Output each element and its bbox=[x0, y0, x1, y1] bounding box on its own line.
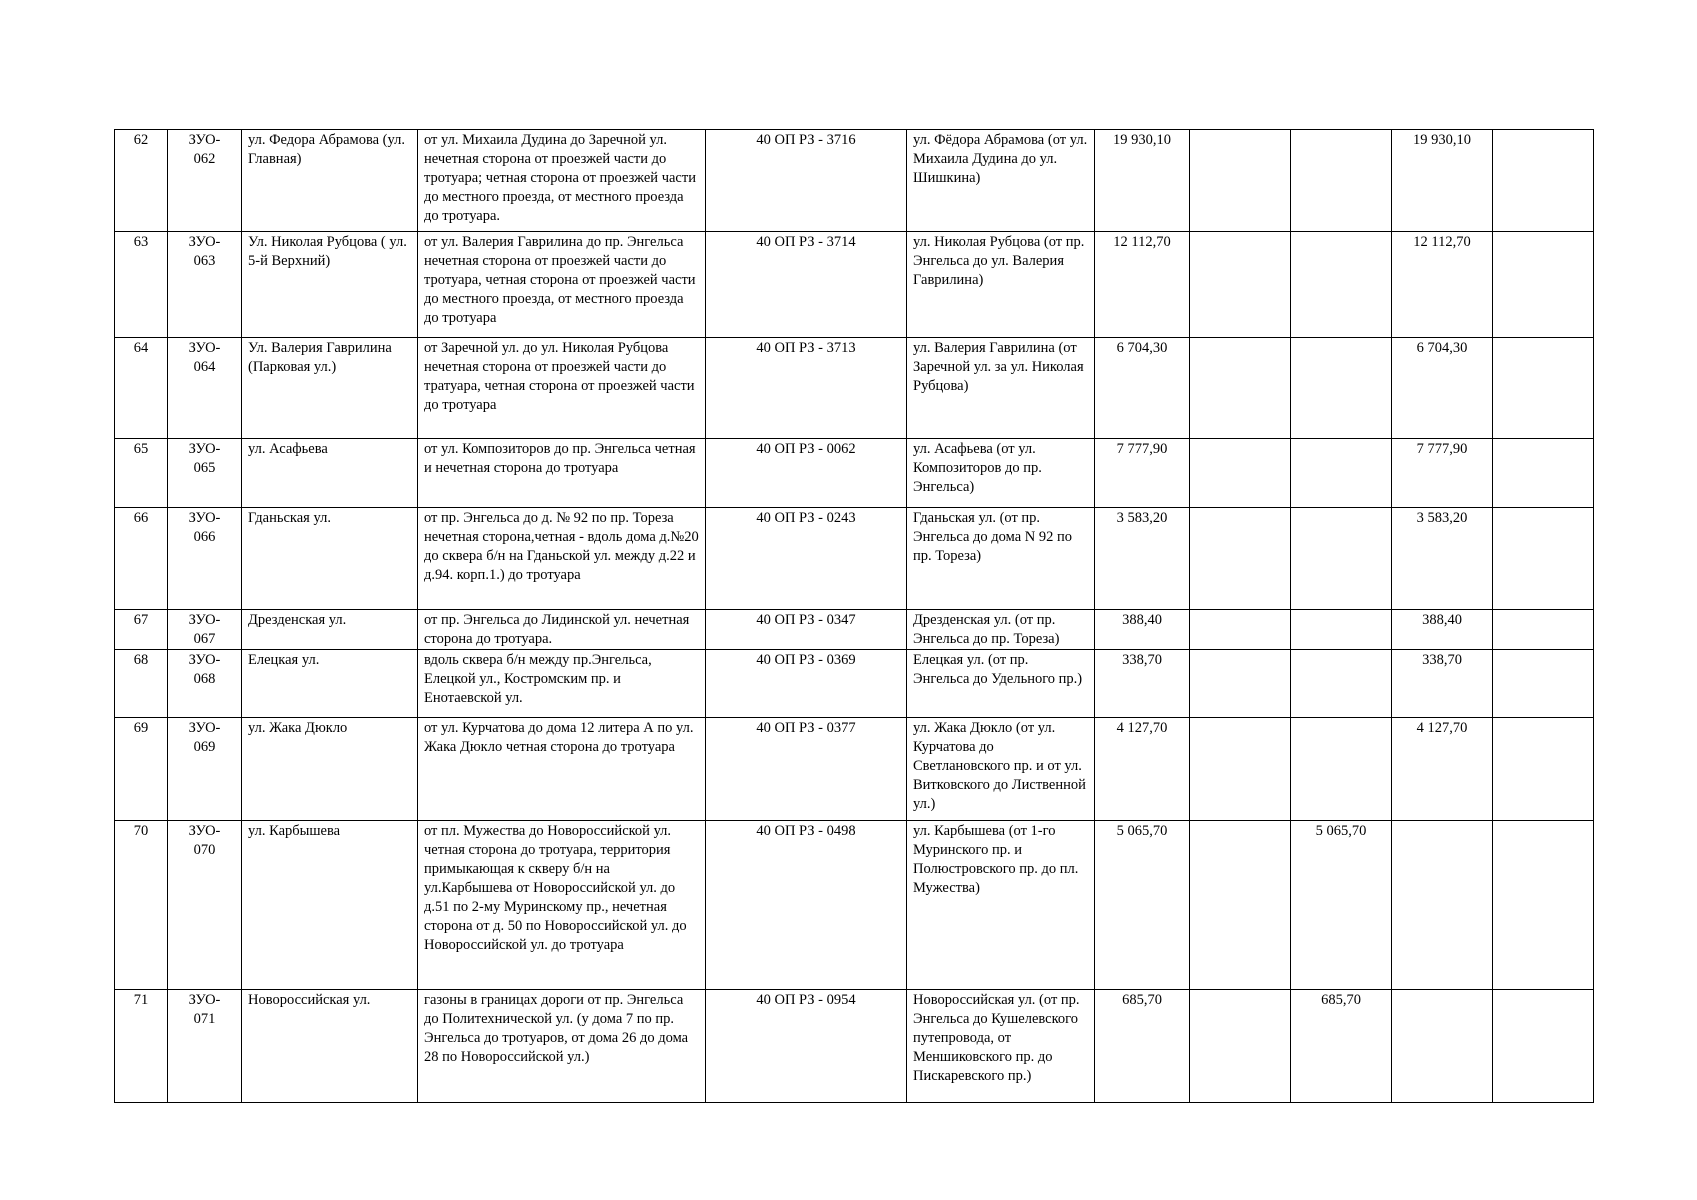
area-column-9-cell: 5 065,70 bbox=[1291, 821, 1392, 990]
total-area-cell: 685,70 bbox=[1095, 990, 1190, 1103]
area-column-9-cell bbox=[1291, 650, 1392, 718]
object-code-part: ЗУО- bbox=[188, 992, 221, 1008]
object-code-cell bbox=[168, 232, 242, 338]
object-code-part: ЗУО- bbox=[188, 234, 221, 250]
area-column-8-cell bbox=[1190, 821, 1291, 990]
object-code-part: 070 bbox=[193, 842, 216, 858]
area-column-11-cell bbox=[1493, 821, 1594, 990]
boundary-description-cell: от пр. Энгельса до д. № 92 по пр. Тореза нечетная сторона,четная - вдоль дома д.№20 до сквера б/н на Гданьской ул. между д.22 и д.94. корп.1.) до тротуара bbox=[418, 508, 706, 610]
object-code-cell bbox=[168, 508, 242, 610]
area-column-9-cell bbox=[1291, 508, 1392, 610]
object-code-part: 066 bbox=[193, 529, 216, 545]
object-code-part: 063 bbox=[193, 253, 216, 269]
object-code-cell bbox=[168, 439, 242, 508]
total-area-cell: 7 777,90 bbox=[1095, 439, 1190, 508]
object-code-cell bbox=[168, 990, 242, 1103]
total-area-cell: 12 112,70 bbox=[1095, 232, 1190, 338]
object-code-part: ЗУО- bbox=[188, 612, 221, 628]
boundary-description-cell: от пр. Энгельса до Лидинской ул. нечетная сторона до тротуара. bbox=[418, 610, 706, 650]
row-number-cell: 66 bbox=[115, 508, 168, 610]
object-code-part: 068 bbox=[193, 671, 216, 687]
boundary-description-cell: от ул. Курчатова до дома 12 литера А по ул. Жака Дюкло четная сторона до тротуара bbox=[418, 718, 706, 821]
road-name-cell: Гданьская ул. (от пр. Энгельса до дома N 92 по пр. Тореза) bbox=[907, 508, 1095, 610]
total-area-cell: 6 704,30 bbox=[1095, 338, 1190, 439]
row-number-cell: 63 bbox=[115, 232, 168, 338]
area-column-11-cell bbox=[1493, 508, 1594, 610]
total-area-cell: 3 583,20 bbox=[1095, 508, 1190, 610]
road-name-cell: Елецкая ул. (от пр. Энгельса до Удельного пр.) bbox=[907, 650, 1095, 718]
total-area-cell: 4 127,70 bbox=[1095, 718, 1190, 821]
area-column-11-cell bbox=[1493, 718, 1594, 821]
area-column-10-cell: 4 127,70 bbox=[1392, 718, 1493, 821]
street-name-cell: Гданьская ул. bbox=[242, 508, 418, 610]
area-column-9-cell: 685,70 bbox=[1291, 990, 1392, 1103]
boundary-description-cell: вдоль сквера б/н между пр.Энгельса, Елецкой ул., Костромским пр. и Енотаевской ул. bbox=[418, 650, 706, 718]
boundary-description-cell: от пл. Мужества до Новороссийской ул. четная сторона до тротуара, территория примыкающая к скверу б/н на ул.Карбышева от Новороссийской ул. до д.51 по 2-му Муринскому пр., нечетная сторона от д. 50 по Новороссийской ул. до Новороссийской ул. до тротуара bbox=[418, 821, 706, 990]
area-column-10-cell bbox=[1392, 821, 1493, 990]
area-column-11-cell bbox=[1493, 232, 1594, 338]
area-column-8-cell bbox=[1190, 338, 1291, 439]
boundary-description-cell: от ул. Михаила Дудина до Заречной ул. нечетная сторона от проезжей части до тротуара; четная сторона от проезжей части до местного проезда, от местного проезда до тротуара. bbox=[418, 130, 706, 232]
area-column-11-cell bbox=[1493, 338, 1594, 439]
street-name-cell: Ул. Валерия Гаврилина (Парковая ул.) bbox=[242, 338, 418, 439]
road-registration-number-cell: 40 ОП РЗ - 3714 bbox=[706, 232, 907, 338]
object-code-part: ЗУО- bbox=[188, 510, 221, 526]
table-row bbox=[115, 338, 1594, 439]
boundary-description-cell: от Заречной ул. до ул. Николая Рубцова нечетная сторона от проезжей части до тратуара, четная сторона от проезжей части до тротуара bbox=[418, 338, 706, 439]
area-column-11-cell bbox=[1493, 130, 1594, 232]
area-column-8-cell bbox=[1190, 439, 1291, 508]
area-column-8-cell bbox=[1190, 718, 1291, 821]
area-column-10-cell: 3 583,20 bbox=[1392, 508, 1493, 610]
object-code-part: 071 bbox=[193, 1011, 216, 1027]
road-registration-number-cell: 40 ОП РЗ - 0954 bbox=[706, 990, 907, 1103]
object-code-part: ЗУО- bbox=[188, 652, 221, 668]
area-column-11-cell bbox=[1493, 610, 1594, 650]
boundary-description-cell: от ул. Композиторов до пр. Энгельса четная и нечетная сторона до тротуара bbox=[418, 439, 706, 508]
boundary-description-cell: от ул. Валерия Гаврилина до пр. Энгельса нечетная сторона от проезжей части до тротуара, четная сторона от проезжей части до местного проезда, от местного проезда до тротуара bbox=[418, 232, 706, 338]
total-area-cell: 5 065,70 bbox=[1095, 821, 1190, 990]
road-registration-number-cell: 40 ОП РЗ - 0369 bbox=[706, 650, 907, 718]
row-number-cell: 71 bbox=[115, 990, 168, 1103]
table-row bbox=[115, 232, 1594, 338]
row-number-cell: 62 bbox=[115, 130, 168, 232]
street-name-cell: ул. Асафьева bbox=[242, 439, 418, 508]
row-number-cell: 68 bbox=[115, 650, 168, 718]
table-row bbox=[115, 718, 1594, 821]
row-number-cell: 69 bbox=[115, 718, 168, 821]
object-code-part: 064 bbox=[193, 359, 216, 375]
object-code-part: ЗУО- bbox=[188, 823, 221, 839]
road-name-cell: ул. Карбышева (от 1-го Муринского пр. и Полюстровского пр. до пл. Мужества) bbox=[907, 821, 1095, 990]
road-registration-number-cell: 40 ОП РЗ - 3713 bbox=[706, 338, 907, 439]
table-row bbox=[115, 130, 1594, 232]
table-row bbox=[115, 650, 1594, 718]
road-name-cell: ул. Валерия Гаврилина (от Заречной ул. за ул. Николая Рубцова) bbox=[907, 338, 1095, 439]
road-registration-number-cell: 40 ОП РЗ - 0347 bbox=[706, 610, 907, 650]
area-column-9-cell bbox=[1291, 610, 1392, 650]
road-registration-number-cell: 40 ОП РЗ - 3716 bbox=[706, 130, 907, 232]
area-column-10-cell: 19 930,10 bbox=[1392, 130, 1493, 232]
road-registration-number-cell: 40 ОП РЗ - 0243 bbox=[706, 508, 907, 610]
street-name-cell: ул. Жака Дюкло bbox=[242, 718, 418, 821]
area-column-10-cell: 388,40 bbox=[1392, 610, 1493, 650]
road-name-cell: ул. Фёдора Абрамова (от ул. Михаила Дудина до ул. Шишкина) bbox=[907, 130, 1095, 232]
area-column-8-cell bbox=[1190, 508, 1291, 610]
object-code-part: 067 bbox=[193, 631, 216, 647]
street-name-cell: Ул. Николая Рубцова ( ул. 5-й Верхний) bbox=[242, 232, 418, 338]
object-code-part: ЗУО- bbox=[188, 340, 221, 356]
area-column-8-cell bbox=[1190, 610, 1291, 650]
area-column-9-cell bbox=[1291, 439, 1392, 508]
object-code-cell bbox=[168, 821, 242, 990]
object-code-cell bbox=[168, 130, 242, 232]
road-name-cell: ул. Жака Дюкло (от ул. Курчатова до Светлановского пр. и от ул. Витковского до Лиственной ул.) bbox=[907, 718, 1095, 821]
road-registration-number-cell: 40 ОП РЗ - 0377 bbox=[706, 718, 907, 821]
area-column-8-cell bbox=[1190, 650, 1291, 718]
road-registration-number-cell: 40 ОП РЗ - 0498 bbox=[706, 821, 907, 990]
road-name-cell: ул. Асафьева (от ул. Композиторов до пр. Энгельса) bbox=[907, 439, 1095, 508]
object-code-part: 065 bbox=[193, 460, 216, 476]
object-code-cell bbox=[168, 338, 242, 439]
table-row bbox=[115, 439, 1594, 508]
area-column-8-cell bbox=[1190, 130, 1291, 232]
row-number-cell: 67 bbox=[115, 610, 168, 650]
table-row bbox=[115, 990, 1594, 1103]
object-code-cell bbox=[168, 718, 242, 821]
area-column-10-cell: 6 704,30 bbox=[1392, 338, 1493, 439]
area-column-10-cell: 12 112,70 bbox=[1392, 232, 1493, 338]
area-column-9-cell bbox=[1291, 130, 1392, 232]
object-code-cell bbox=[168, 650, 242, 718]
area-column-9-cell bbox=[1291, 338, 1392, 439]
road-name-cell: Новороссийская ул. (от пр. Энгельса до Кушелевского путепровода, от Меншиковского пр. до Пискаревского пр.) bbox=[907, 990, 1095, 1103]
object-code-part: ЗУО- bbox=[188, 720, 221, 736]
total-area-cell: 388,40 bbox=[1095, 610, 1190, 650]
street-name-cell: ул. Карбышева bbox=[242, 821, 418, 990]
table-row bbox=[115, 508, 1594, 610]
object-code-part: 062 bbox=[193, 151, 216, 167]
area-column-11-cell bbox=[1493, 650, 1594, 718]
object-code-cell bbox=[168, 610, 242, 650]
area-column-10-cell bbox=[1392, 990, 1493, 1103]
boundary-description-cell: газоны в границах дороги от пр. Энгельса до Политехнической ул. (у дома 7 по пр. Энгельса до тротуаров, от дома 26 до дома 28 по Новороссийской ул.) bbox=[418, 990, 706, 1103]
street-name-cell: Новороссийская ул. bbox=[242, 990, 418, 1103]
street-name-cell: Дрезденская ул. bbox=[242, 610, 418, 650]
street-name-cell: Елецкая ул. bbox=[242, 650, 418, 718]
area-column-11-cell bbox=[1493, 439, 1594, 508]
road-registration-number-cell: 40 ОП РЗ - 0062 bbox=[706, 439, 907, 508]
object-code-part: 069 bbox=[193, 739, 216, 755]
total-area-cell: 19 930,10 bbox=[1095, 130, 1190, 232]
object-code-part: ЗУО- bbox=[188, 441, 221, 457]
table-row bbox=[115, 610, 1594, 650]
area-column-9-cell bbox=[1291, 232, 1392, 338]
area-column-8-cell bbox=[1190, 232, 1291, 338]
area-column-9-cell bbox=[1291, 718, 1392, 821]
area-column-10-cell: 7 777,90 bbox=[1392, 439, 1493, 508]
greenery-registry-table bbox=[114, 129, 1594, 1103]
area-column-10-cell: 338,70 bbox=[1392, 650, 1493, 718]
row-number-cell: 70 bbox=[115, 821, 168, 990]
object-code-part: ЗУО- bbox=[188, 132, 221, 148]
street-name-cell: ул. Федора Абрамова (ул. Главная) bbox=[242, 130, 418, 232]
total-area-cell: 338,70 bbox=[1095, 650, 1190, 718]
row-number-cell: 64 bbox=[115, 338, 168, 439]
table-body bbox=[115, 130, 1594, 1103]
area-column-11-cell bbox=[1493, 990, 1594, 1103]
table-row bbox=[115, 821, 1594, 990]
road-name-cell: Дрезденская ул. (от пр. Энгельса до пр. Тореза) bbox=[907, 610, 1095, 650]
row-number-cell: 65 bbox=[115, 439, 168, 508]
area-column-8-cell bbox=[1190, 990, 1291, 1103]
road-name-cell: ул. Николая Рубцова (от пр. Энгельса до ул. Валерия Гаврилина) bbox=[907, 232, 1095, 338]
